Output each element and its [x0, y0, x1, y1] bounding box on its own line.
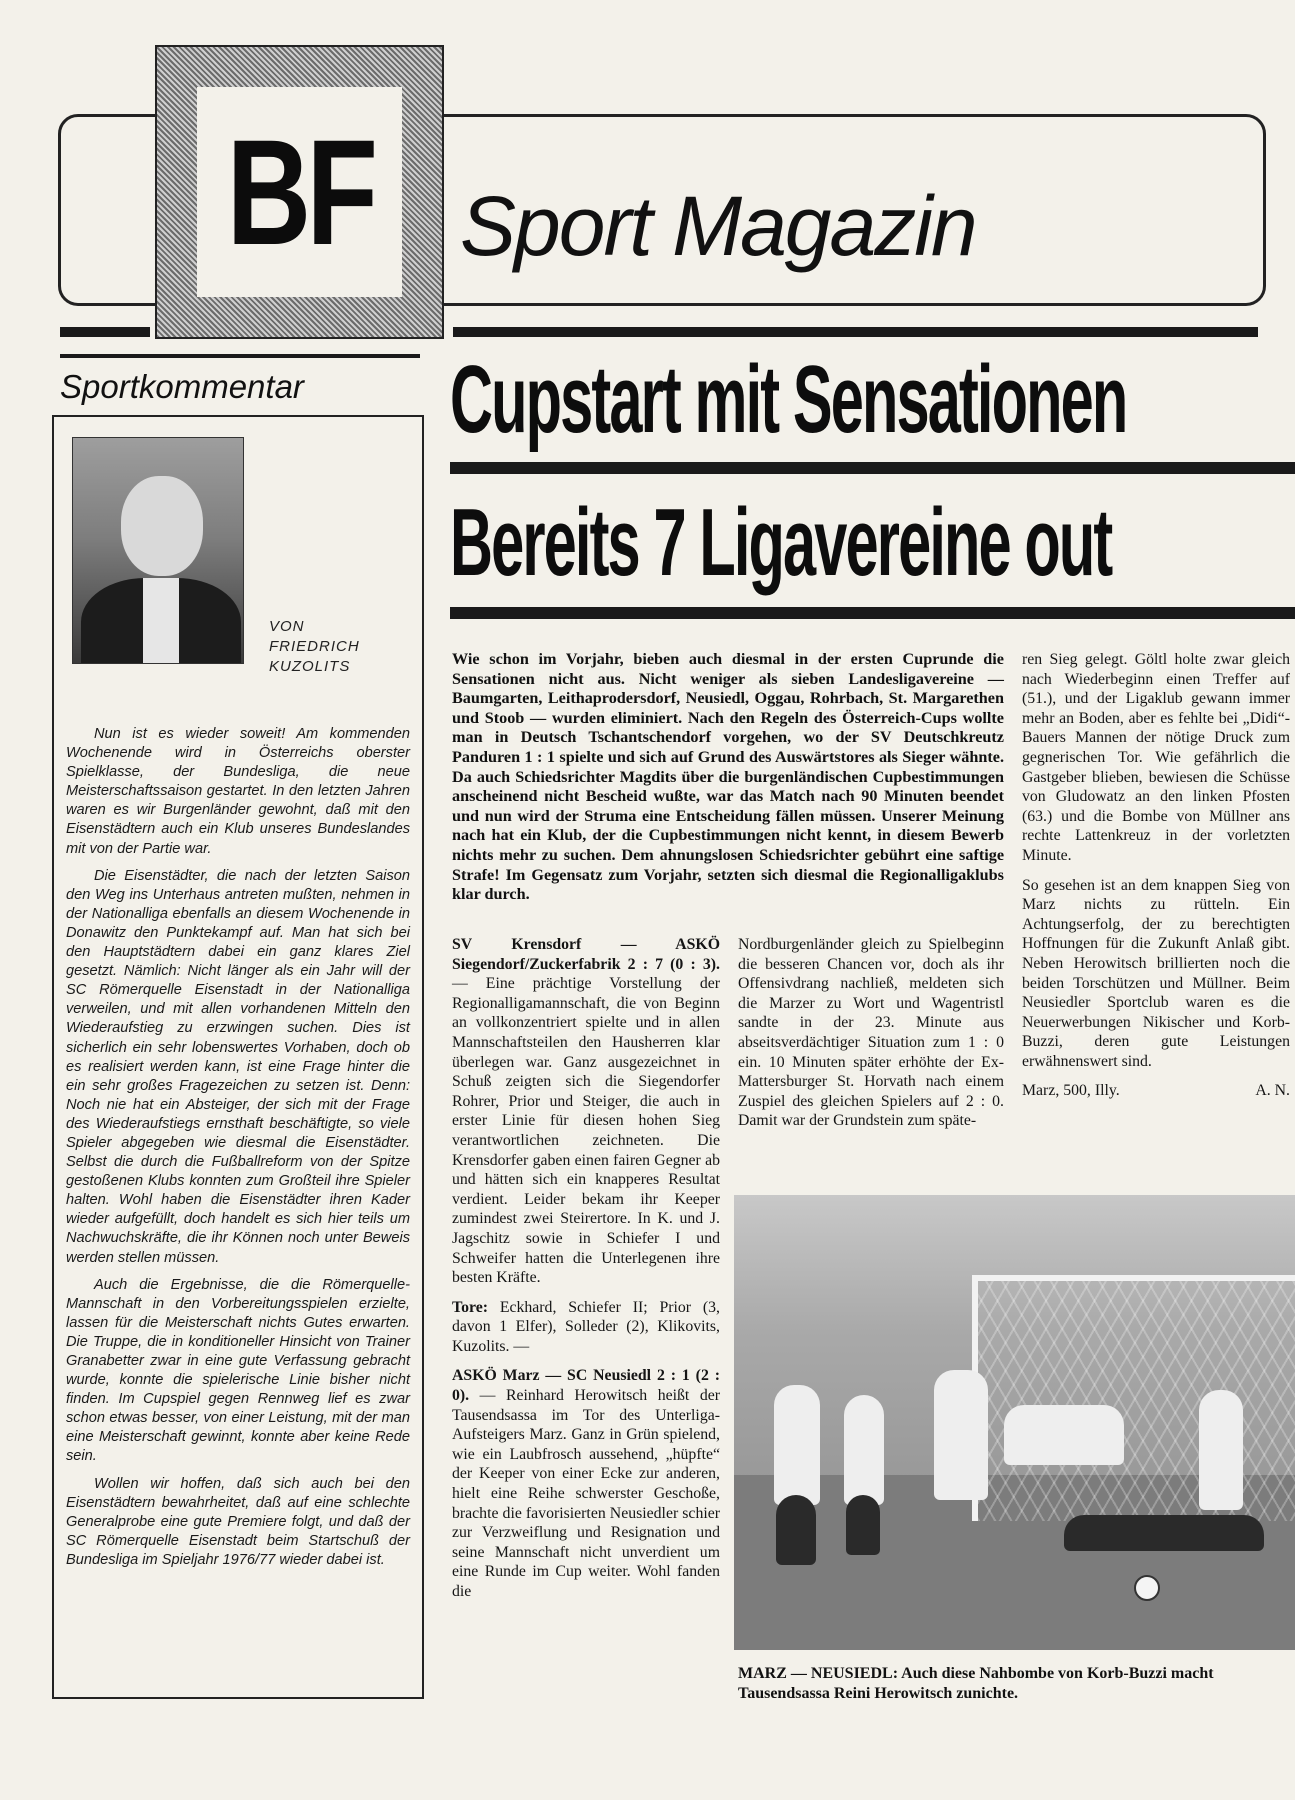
commentary-paragraph: Nun ist es wieder soweit! Am kommenden Wochenende wird in Österreichs oberster Spielklasse, der Bundesliga, die neue Meisterschaftssaison gestartet. In den letzten Jahren waren es wir Burgenländer gewohnt, daß mit den Eisenstädtern auch ein Klub unseres Bundeslandes mit von der Partie war.	[66, 726, 410, 857]
author-portrait	[72, 437, 244, 664]
player-figure	[1199, 1390, 1243, 1510]
commentary-box	[52, 415, 424, 1699]
bf-logo	[155, 45, 444, 339]
goals-text: Eckhard, Schiefer II; Prior (3, davon 1 Elfer), Solleder (2), Klikovits, Kuzolits. —	[452, 1298, 720, 1355]
photo-caption: MARZ — NEUSIEDL: Auch diese Nahbombe von Korb-Buzzi macht Tausendsassa Reini Herowitsch zunichte.	[738, 1665, 1214, 1702]
author-byline	[269, 617, 409, 677]
signature-line	[1022, 1081, 1290, 1101]
goal-net	[972, 1275, 1295, 1521]
divider-rule	[450, 607, 1295, 619]
divider-rule	[450, 462, 1295, 474]
magazine-title: Sport Magazin	[460, 179, 976, 273]
match-heading: SV Krensdorf — ASKÖ Siegendorf/Zuckerfabrik 2 : 7 (0 : 3).	[452, 936, 720, 973]
commentary-paragraph: Die Eisenstädter, die nach der letzten Saison den Weg ins Unterhaus antreten mußten, nehmen in der Nationalliga ebenfalls an diesem Wochenende in Donawitz den Punktekampf auf. Man hat sich bei den Hauptstädtern dabei ein ganz klares Ziel gesetzt. Nämlich: Nicht länger als ein Jahr will der SC Römerquelle Eisenstadt in der Nationalliga verweilen, und mit allen vorhandenen Mitteln den Wiederaufstieg zu erzwingen suchen. Dies ist sicherlich ein sehr lobenswertes Vorhaben, doch ob es realisiert werden kann, ist eine Frage hinter die ein sehr großes Fragezeichen zu setzen ist. Denn: Noch nie hat ein Absteiger, der sich mit der Frage des Wiederaufstiegs ernsthaft beschäftigte, so viele Spieler abgegeben wie diesmal die Eisenstädter. Selbst die durch die Fußballreform von der Spitze gestoßenen Klubs konnten zum Großteil ihre Spieler halten. Wohl haben die Eisenstädter ihren Kader wieder aufgefüllt, doch handelt es sich hier teils um Nachwuchskräfte, die ihr Können noch unter Beweis werden stellen müssen.	[66, 867, 410, 1266]
player-figure	[934, 1370, 988, 1500]
article-column-2	[738, 935, 1004, 1141]
divider-rule	[453, 327, 1258, 337]
commentary-paragraph: Auch die Ergebnisse, die die Römerquelle-Mannschaft in den Vorbereitungsspielen erzielte, lassen für die Meisterschaft nichts Gutes erwarten. Die Truppe, die in konditioneller Hinsicht von Trainer Granabetter zwar in eine gute Verfassung gebracht wurde, konnte die spielerische Linie bisher nicht finden. Im Cupspiel gegen Rennweg lief es zwar schon etwas besser, von einer Leistung, mit der man eine Meisterschaft gewinnt, konnte aber keine Rede sein.	[66, 1276, 410, 1465]
commentary-paragraph: Wollen wir hoffen, daß sich auch bei den Eisenstädtern bewahrheitet, daß auf eine schlechte Generalprobe eine gute Premiere folgt, und daß der SC Römerquelle Eisenstadt beim Startschuß der Bundesliga im Spieljahr 1976/77 wieder dabei ist.	[66, 1475, 410, 1568]
column-text: So gesehen ist an dem knappen Sieg von Marz nichts zu rütteln. Ein Achtungserfolg, der zu berechtigten Hoffnungen für die Zukunft Anlaß gibt. Neben Herowitsch brillierten noch die beiden Torschützen und Müllner. Beim Neusiedler Sportclub waren es die Neuerwerbungen Nikischer und Korb-Buzzi, deren gute Leistungen erwähnenswert sind.	[1022, 876, 1290, 1070]
match-report	[452, 935, 720, 1288]
match-photo	[734, 1195, 1295, 1650]
column-text: Nordburgenländer gleich zu Spielbeginn die besseren Chancen vor, doch als ihr Offensivdrang nachließ, meldeten sich die Marzer zu Wort und Wagentristl sandte in der 23. Minute aus abseitsverdächtiger Situation zum 1 : 0 ein. 10 Minuten später erhöhte der Ex-Mattersburger St. Horvath nach einem Zuspiel des gleichen Spielers auf 2 : 0. Damit war der Grundstein zum späte-	[738, 936, 1004, 1130]
divider-rule	[60, 327, 150, 337]
commentary-text	[66, 725, 410, 1578]
player-figure	[776, 1495, 816, 1565]
byline-line: FRIEDRICH	[269, 638, 360, 655]
goalkeeper-figure	[1004, 1405, 1124, 1465]
player-figure	[844, 1395, 884, 1505]
logo-text: BF	[226, 108, 373, 276]
goals-heading: Tore:	[452, 1298, 488, 1316]
diving-player	[1064, 1515, 1264, 1551]
column-text: ren Sieg gelegt. Göltl holte zwar gleich nach Wiederbeginn einen Treffer auf (51.), und der Ligaklub gewann immer mehr an Boden, aber es fehlte bei „Didi“-Bauers Mannen der nötige Druck zum gegnerischen Tor. Wie gefährlich die Gastgeber blieben, bewiesen die Schüsse von Gludowatz an den linken Pfosten (63.) und die Bombe von Müllner ans rechte Lattenkreuz in der vorletzten Minute.	[1022, 651, 1290, 864]
article-intro: Wie schon im Vorjahr, bieben auch diesmal in der ersten Cuprunde die Sensationen nicht aus. Nicht weniger als sieben Landesligavereine — Baumgarten, Leithaprodersdorf, Neusiedl, Oggau, Rohrbach, St. Margarethen und Stoob — wurden eliminiert. Nach den Regeln des Österreich-Cups wollte man in Deutsch Tschantschendorf vorgehen, wo der SV Deutschkreutz Panduren 1 : 1 spielte und sich auf Grund des Auswärtstores als Sieger wähnte. Da auch Schiedsrichter Magdits über die burgenländischen Cupbestimmungen anscheinend nicht Bescheid wußte, war das Match nach 90 Minuten beendet und nun wird der Struma eine Entscheidung fällen müssen. Unserer Meinung nach hat ein Klub, der die Cupbestimmungen nicht kennt, in diesem Bewerb nichts mehr zu suchen. Dem ahnungslosen Schiedsrichter gebührt eine saftige Strafe! Im Gegensatz zum Vorjahr, setzten sich diesmal die Regionalligaklubs klar durch.	[452, 650, 1004, 904]
sub-headline: Bereits 7 Ligavereine out	[450, 489, 1112, 596]
lineup-note: Marz, 500, Illy.	[1022, 1082, 1120, 1100]
divider-rule	[60, 354, 420, 358]
player-figure	[774, 1385, 820, 1505]
byline-line: KUZOLITS	[269, 658, 351, 675]
article-column-3	[1022, 650, 1290, 1101]
section-label: Sportkommentar	[60, 368, 304, 405]
match-report	[452, 1366, 720, 1601]
goals-line	[452, 1298, 720, 1357]
main-headline: Cupstart mit Sensationen	[450, 346, 1127, 453]
logo-inner	[197, 87, 402, 297]
match-heading: ASKÖ Marz — SC Neusiedl 2 : 1 (2 : 0).	[452, 1367, 720, 1405]
author-initials: A. N.	[1255, 1082, 1290, 1100]
article-column-1	[452, 935, 720, 1612]
match-text: — Eine prächtige Vorstellung der Regionalligamannschaft, die von Beginn an vollkonzentriert spielte und in allen Mannschaftsteilen den Hausherren klar überlegen war. Ganz ausgezeichnet in Schuß zeigten sich die Siegendorfer Rohrer, Prior und Steiger, die auch in erster Linie für diesen hohen Sieg verantwortlichen zeichneten. Die Krensdorfer gaben einen fairen Gegner ab und hätten sich ein knapperes Resultat verdient. Leider bekam ihr Keeper zumindest zwei Steirertore. In K. und J. Jagschitz sowie in Schiefer I und Schweifer hatten die Unterlegenen ihre besten Kräfte.	[452, 975, 720, 1287]
player-figure	[846, 1495, 880, 1555]
football	[1134, 1575, 1160, 1601]
match-text: — Reinhard Herowitsch heißt der Tausendsassa im Tor des Unterliga-Aufsteigers Marz. Ganz in Grün spielend, wie ein Laubfrosch aussehend, „hüpfte“ der Keeper von einer Ecke zur anderen, hielt eine Reihe schwerster Geschoße, brachte die favorisierten Neusiedler schier zur Verzweiflung und Resignation und seine Mannschaft nicht unverdient um eine Runde im Cup weiter. Wohl fanden die	[452, 1387, 721, 1600]
byline-line: VON	[269, 618, 305, 635]
